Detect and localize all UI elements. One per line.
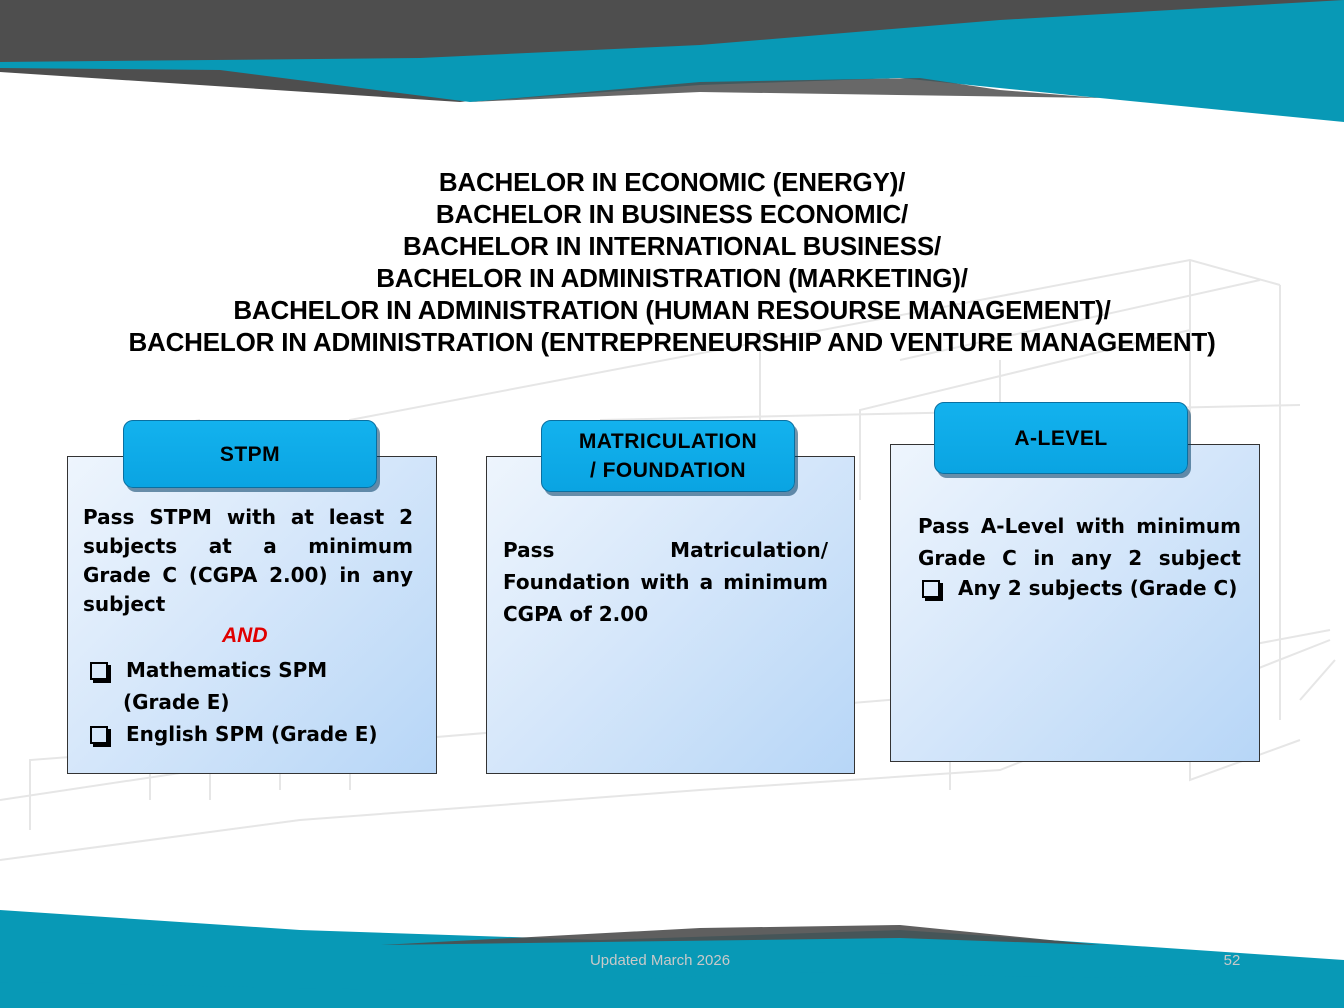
page-number: 52 (1223, 952, 1241, 969)
alevel-requirement-line: Grade C in any 2 subject (918, 546, 1241, 570)
slide-title (0, 166, 1344, 358)
checklist-item-label: (Grade E) (123, 690, 230, 714)
checklist-item (90, 718, 378, 750)
title-line: BACHELOR IN ADMINISTRATION (MARKETING)/ (376, 263, 968, 293)
checklist-item-label: Any 2 subjects (Grade C) (958, 576, 1238, 600)
checklist-item (922, 572, 1237, 604)
stpm-header-label: STPM (219, 442, 281, 466)
matriculation-header-line: MATRICULATION (578, 430, 758, 453)
stpm-requirement-line: subject (83, 592, 166, 616)
matriculation-header-line: / FOUNDATION (589, 459, 747, 482)
checklist-item-label: Mathematics SPM (126, 658, 328, 682)
checkbox-icon (90, 726, 108, 744)
alevel-header (934, 402, 1188, 474)
checklist-item (90, 654, 327, 686)
stpm-requirement-line: Grade C (CGPA 2.00) in any (83, 563, 413, 587)
title-line: BACHELOR IN ADMINISTRATION (ENTREPRENEURSHIP AND VENTURE MANAGEMENT) (128, 327, 1216, 357)
and-connector: AND (222, 624, 268, 647)
matriculation-header (541, 420, 795, 492)
title-line: BACHELOR IN BUSINESS ECONOMIC/ (435, 199, 909, 229)
matriculation-requirement-line: Foundation with a minimum (503, 570, 828, 594)
alevel-requirement-line: Pass A-Level with minimum (918, 514, 1241, 538)
stpm-requirement-line: Pass STPM with at least 2 (83, 505, 413, 529)
alevel-header-label: A-LEVEL (1014, 426, 1108, 450)
stpm-requirement-line: subjects at a minimum (83, 534, 413, 558)
checklist-item-label: English SPM (Grade E) (126, 722, 378, 746)
checkbox-icon (922, 580, 940, 598)
matriculation-requirement-line: CGPA of 2.00 (503, 602, 649, 626)
matriculation-requirement-line: Pass Matriculation/ (503, 538, 828, 562)
checkbox-icon (90, 662, 108, 680)
title-line: BACHELOR IN ADMINISTRATION (HUMAN RESOURSE MANAGEMENT)/ (233, 295, 1111, 325)
footer-updated: Updated March 2026 (589, 952, 731, 969)
checklist-item-continued (123, 686, 230, 718)
title-line: BACHELOR IN INTERNATIONAL BUSINESS/ (402, 231, 942, 261)
stpm-header (123, 420, 377, 488)
title-line: BACHELOR IN ECONOMIC (ENERGY)/ (438, 167, 906, 197)
